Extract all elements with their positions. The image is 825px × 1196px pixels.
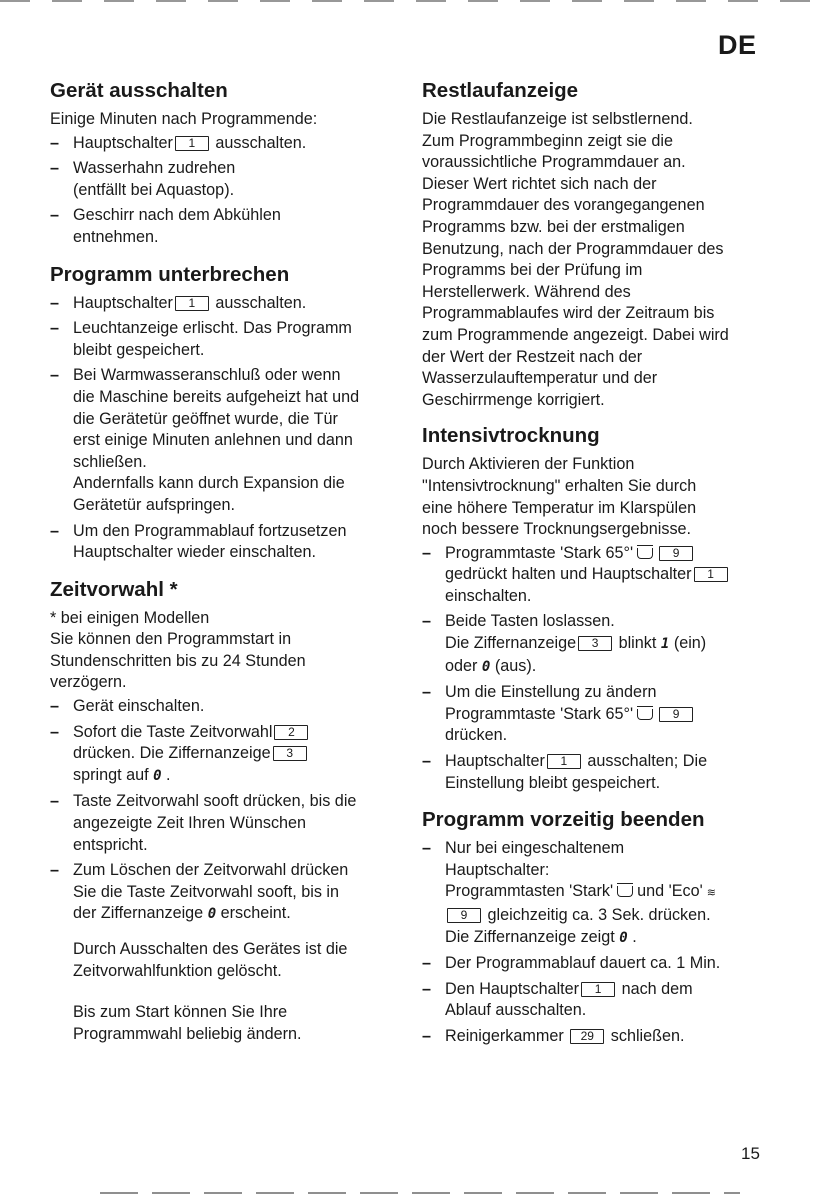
- steps-list: [422, 543, 772, 795]
- key-label: 3: [273, 746, 307, 761]
- list-item: – Wasserhahn zudrehen (entfällt bei Aquastop).: [50, 158, 395, 201]
- pot-icon: [637, 709, 653, 720]
- key-label: 3: [578, 636, 612, 651]
- section-intensivtrocknung: [422, 423, 772, 794]
- list-item: – Taste Zeitvorwahl sooft drücken, bis die angezeigte Zeit Ihren Wünschen entspricht.: [50, 791, 395, 856]
- key-label: 9: [659, 707, 693, 722]
- key-label: 9: [659, 546, 693, 561]
- list-item: – Hauptschalter 1 ausschalten.: [50, 133, 395, 155]
- section-programm-vorzeitig-beenden: [422, 807, 772, 1047]
- bottom-scan-rule: [100, 1192, 740, 1194]
- list-item: – Hauptschalter 1 ausschalten; Die Einstellung bleibt gespeichert.: [422, 751, 772, 794]
- zeitvorwahl-change-note: Bis zum Start können Sie Ihre Programmwahl beliebig ändern.: [73, 1003, 302, 1043]
- heading-programm-unterbrechen: Programm unterbrechen: [50, 262, 290, 286]
- restlaufanzeige-text: Die Restlaufanzeige ist selbstlernend. Zum Programmbeginn zeigt sie die voraussichtliche Programmdauer an. Dieser Wert richtet sich nach der Programmdauer des vorangegangenen Programms bzw. bei der erstmaligen Benutzung, nach der Programmdauer des Programms bei der Prüfung im Herstellerwerk. Während des Programmablaufes wird der Zeitraum bis zum Programmende angezeigt. Dabei wird der Wert der Restzeit nach der Wasserzulauftemperatur und der Geschirrmenge korrigiert.: [422, 110, 729, 409]
- list-item: – Gerät einschalten.: [50, 696, 395, 718]
- key-label: 1: [175, 296, 209, 311]
- list-item: – Bei Warmwasseranschluß oder wenn die Maschine bereits aufgeheizt hat und die Gerätetür geöffnet wurde, die Tür erst einige Minuten anlehnen und dann schließen. Andernfalls kann durch Expansion die Gerätetür aufspringen.: [50, 365, 395, 516]
- key-label: 29: [570, 1029, 604, 1044]
- zeitvorwahl-note: Durch Ausschalten des Gerätes ist die Zeitvorwahlfunktion gelöscht.: [73, 940, 348, 980]
- key-label: 1: [547, 754, 581, 769]
- section-restlaufanzeige: [422, 78, 772, 411]
- steps-list: [50, 696, 395, 926]
- list-item: – Nur bei eingeschaltenem Hauptschalter: Programmtasten 'Stark' und 'Eco' ≋ 9 gleichzeitig ca. 3 Sek. drücken. Die Ziffernanzeige zeigt 0 .: [422, 838, 772, 949]
- section-zeitvorwahl: [50, 577, 395, 1046]
- digit-display: 0: [153, 767, 162, 784]
- left-column: [50, 78, 395, 1045]
- heading-programm-vorzeitig-beenden: Programm vorzeitig beenden: [422, 808, 705, 832]
- list-item: – Den Hauptschalter 1 nach dem Ablauf ausschalten.: [422, 979, 772, 1022]
- key-label: 1: [581, 982, 615, 997]
- digit-display: 1: [660, 636, 670, 653]
- zeitvorwahl-intro: Sie können den Programmstart in Stundenschritten bis zu 24 Stunden verzögern.: [50, 630, 306, 692]
- right-column: [422, 78, 772, 1052]
- section-programm-unterbrechen: [50, 262, 395, 564]
- list-item: – Um die Einstellung zu ändern Programmtaste 'Stark 65°' 9 drücken.: [422, 682, 772, 747]
- page-number: 15: [741, 1144, 760, 1163]
- top-scan-rule: [0, 0, 825, 2]
- list-item: – Geschirr nach dem Abkühlen entnehmen.: [50, 205, 395, 248]
- list-item: – Hauptschalter 1 ausschalten.: [50, 293, 395, 315]
- heading-restlaufanzeige: Restlaufanzeige: [422, 79, 579, 102]
- section-geraet-ausschalten: [50, 78, 395, 249]
- key-label: 2: [274, 725, 308, 740]
- intensivtrocknung-intro: Durch Aktivieren der Funktion "Intensivtrocknung" erhalten Sie durch eine höhere Temperatur im Klarspülen noch bessere Trocknungsergebnisse.: [422, 455, 697, 539]
- language-code: DE: [718, 30, 757, 60]
- list-item: – Der Programmablauf dauert ca. 1 Min.: [422, 953, 772, 975]
- key-label: 1: [175, 136, 209, 151]
- key-label: 1: [694, 567, 728, 582]
- list-item: – Um den Programmablauf fortzusetzen Hauptschalter wieder einschalten.: [50, 521, 395, 564]
- digit-display: 0: [207, 906, 217, 923]
- steps-list: [50, 133, 395, 249]
- heading-intensivtrocknung: Intensivtrocknung: [422, 424, 600, 448]
- model-note: * bei einigen Modellen: [50, 608, 210, 627]
- list-item: – Beide Tasten loslassen. Die Ziffernanzeige 3 blinkt 1 (ein) oder 0 (aus).: [422, 611, 772, 678]
- key-label: 9: [447, 908, 481, 923]
- heading-geraet-ausschalten: Gerät ausschalten: [50, 79, 228, 102]
- list-item: – Sofort die Taste Zeitvorwahl 2 drücken. Die Ziffernanzeige 3 springt auf 0 .: [50, 722, 395, 788]
- digit-display: 0: [619, 929, 628, 946]
- steps-list: [50, 293, 395, 564]
- steps-list: [422, 838, 772, 1047]
- list-item: – Leuchtanzeige erlischt. Das Programm bleibt gespeichert.: [50, 318, 395, 361]
- list-item: – Zum Löschen der Zeitvorwahl drücken Sie die Taste Zeitvorwahl sooft, bis in der Ziffernanzeige 0 erscheint.: [50, 860, 395, 926]
- pot-icon: [617, 886, 633, 897]
- pot-icon: [637, 548, 653, 559]
- heading-zeitvorwahl: Zeitvorwahl *: [50, 577, 178, 601]
- intro-text: Einige Minuten nach Programmende:: [50, 110, 318, 128]
- eco-icon: ≋: [706, 887, 716, 900]
- list-item: – Programmtaste 'Stark 65°' 9 gedrückt halten und Hauptschalter 1 einschalten.: [422, 543, 772, 608]
- list-item: – Reinigerkammer 29 schließen.: [422, 1026, 772, 1048]
- digit-display: 0: [481, 658, 491, 675]
